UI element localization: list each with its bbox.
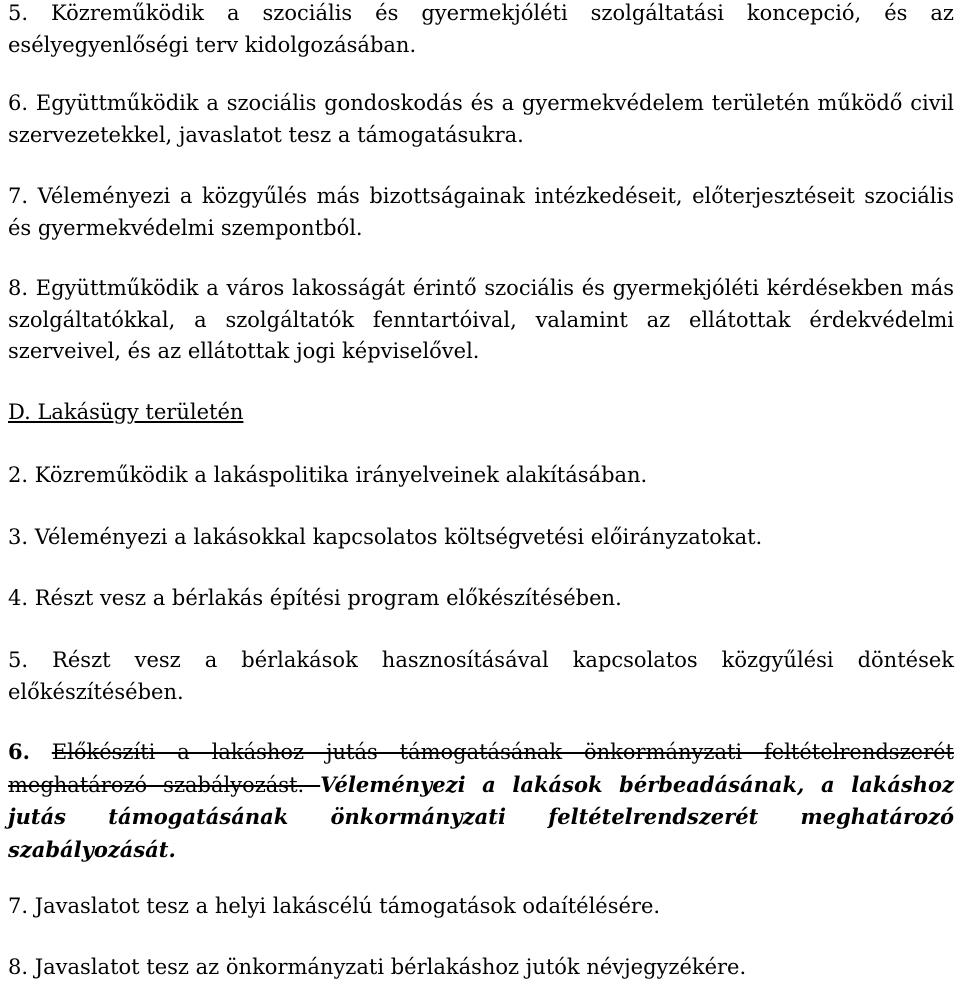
item-text: Véleményezi a közgyűlés más bizottságainak intézkedéseit, előterjesztéseit szociális és gyermekvédelmi szempontból. <box>8 184 954 240</box>
item-number: 3. <box>8 525 29 549</box>
item-number: 2. <box>8 463 29 487</box>
inserted-text: Véleményezi a lakások bérbeadásának, a lakáshoz jutás támogatásának önkormányzati feltételrendszerét meghatározó szabályozását. <box>8 771 954 862</box>
item-text: Részt vesz a bérlakás építési program előkészítésében. <box>34 586 622 610</box>
list-item <box>8 522 954 554</box>
item-number: 8. <box>8 955 29 979</box>
list-item <box>8 952 954 984</box>
list-item <box>8 645 954 708</box>
section-heading: D. Lakásügy területén <box>8 400 244 424</box>
item-number: 6. <box>8 91 29 115</box>
item-number: 7. <box>8 894 29 918</box>
amended-list-item <box>8 736 954 866</box>
list-item <box>8 273 954 368</box>
item-text: Együttműködik a város lakosságát érintő szociális és gyermekjóléti kérdésekben más szolgáltatókkal, a szolgáltatók fenntartóival, valamint az ellátottak érdekvédelmi szerveivel, és az ellátottak jogi képviselővel. <box>8 276 954 363</box>
list-item <box>8 88 954 151</box>
item-text: Közreműködik a lakáspolitika irányelveinek alakításában. <box>34 463 648 487</box>
deleted-text: Előkészíti a lakáshoz jutás támogatásának önkormányzati feltételrendszerét meghatározó szabályozást. <box>8 740 954 797</box>
item-text: Közreműködik a szociális és gyermekjóléti szolgáltatási koncepció, és az esélyegyenlőségi terv kidolgozásában. <box>8 1 954 57</box>
item-text: Részt vesz a bérlakások hasznosításával kapcsolatos közgyűlési döntések előkészítésében. <box>8 648 954 704</box>
list-item <box>8 181 954 244</box>
list-item <box>8 460 954 492</box>
item-text: Javaslatot tesz az önkormányzati bérlakáshoz jutók névjegyzékére. <box>34 955 747 979</box>
item-text: Véleményezi a lakásokkal kapcsolatos költségvetési előirányzatokat. <box>34 525 763 549</box>
item-number: 8. <box>8 276 29 300</box>
item-number: 7. <box>8 184 29 208</box>
list-item <box>8 0 954 61</box>
item-number: 5. <box>8 1 29 25</box>
item-number: 4. <box>8 586 29 610</box>
item-text: Együttműködik a szociális gondoskodás és a gyermekvédelem területén működő civil szervezetekkel, javaslatot tesz a támogatásukra. <box>8 91 954 147</box>
list-item <box>8 891 954 923</box>
list-item <box>8 583 954 615</box>
item-number: 6. <box>8 739 30 764</box>
item-number: 5. <box>8 648 29 672</box>
item-text: Javaslatot tesz a helyi lakáscélú támogatások odaítélésére. <box>34 894 661 918</box>
